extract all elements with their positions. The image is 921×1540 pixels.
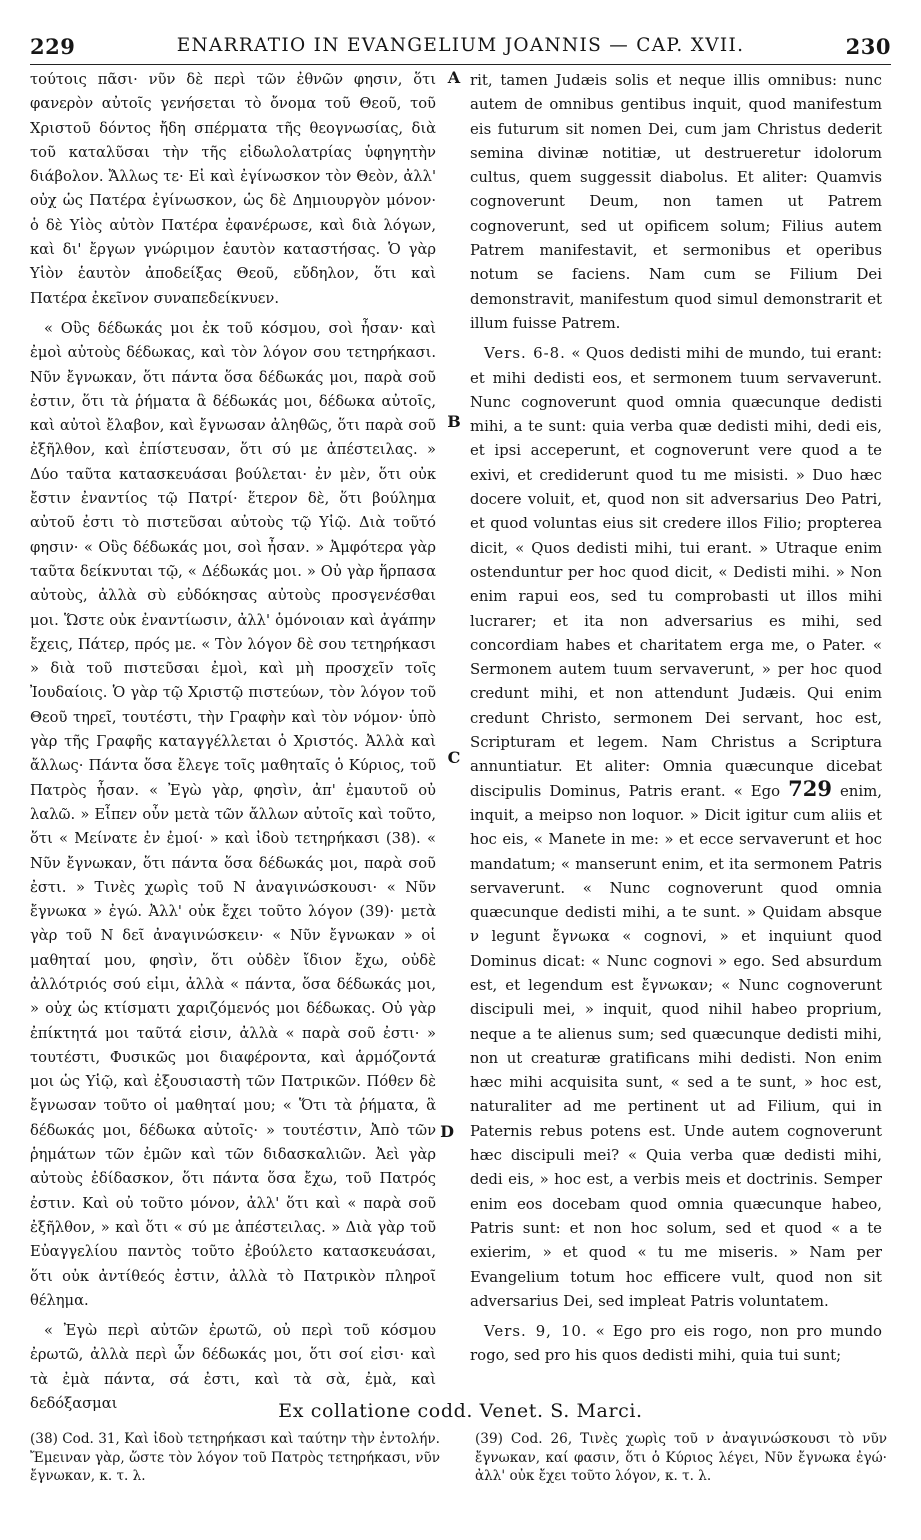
latin-text: « Quos dedisti mihi de mundo, tui erant: et mihi dedisti eos, et sermonem tuum servaverunt. Nunc cognoverunt quod omnia quæcunque dedisti mihi, a te sunt: quia verba quæ dedisti mihi, dedi eis, et ipsi acceperunt, et cognoverunt vere quod a te exivi, et crediderunt quod tu me misisti. » Duo hæc docere voluit, et, quod non sit adversarius Deo Patri, et quod voluntas eius sit credere illos Filio; propterea dicit, « Quos dedisti mihi, tui erant. » Utraque enim ostenduntur per hoc quod dicit, « Dedisti mihi. » Non enim rapui eos, sed tu comprobasti ut illos mihi lucrarer; et ita non adversarius es mihi, sed concordiam habes et charitatem erga me, o Pater. « Sermonem autem tuum servaverunt, » per hoc quod credunt mihi, et non attendunt Judæis. Qui enim credunt Christo, sermonem Dei servant, hoc est, Scripturam et legem. Nam Christus a Scriptura annuntiatur. Et aliter: Omnia quæcunque dicebat discipulis Dominus, Patris erant. « Ego (470, 344, 882, 800)
greek-paragraph: « Οὓς δέδωκάς μοι ἐκ τοῦ κόσμου, σοὶ ἦσαν· καὶ ἐμοὶ αὐτοὺς δέδωκας, καὶ τὸν λόγον σου τετηρήκασι. Νῦν ἔγνωκαν, ὅτι πάντα ὅσα δέδωκάς μοι, παρὰ σοῦ ἐστιν, ὅτι τὰ ῥήματα ἃ δέδωκάς μοι, δέδωκα αὐτοῖς, καὶ αὐτοὶ ἔλαβον, καὶ ἔγνωσαν ἀληθῶς, ὅτι παρὰ σοῦ ἐξῆλθον, καὶ ἐπίστευσαν, ὅτι σύ με ἀπέστειλας. » Δύο ταῦτα κατασκευάσαι βούλεται· ἐν μὲν, ὅτι οὐκ ἔστιν ἐναντίος τῷ Πατρί· ἕτερον δὲ, ὅτι βούλημα αὐτοῦ ἐστι τὸ πιστεῦσαι αὐτοὺς τῷ Υἱῷ. Διὰ τοῦτό φησιν· « Οὓς δέδωκάς μοι, σοὶ ἦσαν. » Ἀμφότερα γὰρ ταῦτα δείκνυται τῷ, « Δέδωκάς μοι. » Οὐ γὰρ ἥρπασα αὐτοὺς, ἀλλὰ σὺ εὐδόκησας αὐτοὺς προσγενέσθαι μοι. Ὥστε οὐκ ἐναντίωσιν, ἀλλ' ὁμόνοιαν καὶ ἀγάπην ἔχεις, Πάτερ, πρός με. « Τὸν λόγον δὲ σου τετηρήκασι » διὰ τοῦ πιστεῦσαι ἐμοὶ, καὶ μὴ προσχεῖν τοῖς Ἰουδαίοις. Ὁ γὰρ τῷ Χριστῷ πιστεύων, τὸν λόγον τοῦ Θεοῦ τηρεῖ, τουτέστι, τὴν Γραφὴν καὶ τὸν νόμον· ὑπὸ γὰρ τῆς Γραφῆς καταγγέλλεται ὁ Χριστός. Ἀλλὰ καὶ ἄλλως· Πάντα ὅσα ἔλεγε τοῖς μαθηταῖς ὁ Κύριος, τοῦ Πατρὸς ἦσαν. « Ἐγὼ γὰρ, φησὶν, ἀπ' ἐμαυτοῦ οὐ λαλῶ. » Εἶπεν οὖν μετὰ τῶν ἄλλων αὐτοῖς καὶ τοῦτο, ὅτι « Μείνατε ἐν ἐμοί· » καὶ ἰδοὺ τετηρήκασι (38). « Νῦν ἔγνωκαν, ὅτι πάντα ὅσα δέδωκάς μοι, παρὰ σοῦ ἐστι. » Τινὲς χωρὶς τοῦ Ν ἀναγινώσκουσι· « Νῦν ἔγνωκα » ἐγώ. Ἀλλ' οὐκ ἔχει τοῦτο λόγον (39)· μετὰ γὰρ τοῦ Ν δεῖ ἀναγινώσκειν· « Νῦν ἔγνωκαν » οἱ μαθηταί μου, φησὶν, ὅτι οὐδὲν ἴδιον ἔχω, οὐδὲ ἀλλότριός σού εἰμι, ἀλλὰ « πάντα, ὅσα δέδωκάς μοι, » οὐχ ὡς κτίσματι χαριζόμενός μοι δέδωκας. Οὐ γὰρ ἐπίκτητά μοι ταῦτά εἰσιν, ἀλλὰ « παρὰ σοῦ ἐστι· » τουτέστι, Φυσικῶς μοι διαφέροντα, καὶ ἁρμόζοντά μοι ὡς Υἱῷ, καὶ ἐξουσιαστὴ τῶν Πατρικῶν. Πόθεν δὲ ἔγνωσαν τοῦτο οἱ μαθηταί μου; « Ὅτι τὰ ῥήματα, ἃ δέδωκάς μοι, δέδωκα αὐτοῖς· » τουτέστιν, Ἀπὸ τῶν ῥημάτων τῶν ἐμῶν καὶ τῶν διδασκαλιῶν. Ἀεὶ γὰρ αὐτοὺς ἐδίδασκον, ὅτι πάντα ὅσα ἔχω, τοῦ Πατρός ἐστιν. Καὶ οὐ τοῦτο μόνον, ἀλλ' ὅτι καὶ « παρὰ σοῦ ἐξῆλθον, » καὶ ὅτι « σύ με ἀπέστειλας. » Διὰ γὰρ τοῦ Εὐαγγελίου παντὸς τοῦτο ἐβούλετο κατασκευάσαι, ὅτι οὐκ ἀντίθεός ἐστιν, ἀλλὰ τὸ Πατρικὸν πληροῖ θέλημα. (30, 319, 436, 1309)
margin-letter: B (447, 412, 461, 431)
greek-column (30, 68, 436, 1413)
margin-letter: D (440, 1122, 454, 1141)
collation-title: Ex collatione codd. Venet. S. Marci. (278, 1400, 643, 1422)
latin-paragraph (470, 1319, 882, 1368)
margin-letter: A (447, 68, 461, 87)
column-number: 729 (788, 775, 832, 801)
footnote: (38) Cod. 31, Καὶ ἰδοὺ τετηρήκασι καὶ ταύτην τὴν ἐντολήν. Ἔμειναν γὰρ, ὥστε τὸν λόγον τοῦ Πατρὸς τετηρήκασι, νῦν ἔγνωκαν, κ. τ. λ. (30, 1431, 440, 1484)
latin-text: enim, inquit, a meipso non loquor. » Dicit igitur cum aliis et hoc eis, « Manete in me: » et ecce servaverunt et hoc mandatum; « manserunt enim, et ita sermonem Patris servaverunt. « Nunc cognoverunt quod omnia quæcunque dedisti mihi, a te sunt. » Quidam absque ν legunt ἔγνωκα « cognovi, » et inquiunt quod Dominus dicat: « Nunc cognovi » ego. Sed absurdum est, et legendum est ἔγνωκαν; « Nunc cognoverunt discipuli mei, » inquit, quod nihil habeo proprium, neque a te alienus sum; sed quæcunque dedisti mihi, non ut creaturæ gratificans mihi dedisti. Non enim hæc mihi acquisita sunt, « sed a te sunt, » hoc est, naturaliter ad me pertinent ut ad Filium, qui in Paternis rebus potens est. Unde autem cognoverunt hæc discipuli mei? « Quia verba quæ dedisti mihi, dedi eis, » hoc est, a verbis meis et doctrinis. Semper enim eos docebam quod omnia quæcunque habeo, Patris sunt: et non hoc solum, sed et quod « a te exierim, » et quod « tu me miseris. » Nam per Evangelium totum hoc efficere vult, quod non sit adversarius Dei, sed impleat Patris voluntatem. (470, 781, 883, 1310)
right-page-number: 230 (845, 34, 891, 59)
margin-letter: C (447, 748, 461, 767)
running-header (30, 34, 891, 65)
verse-label: Vers. 6-8. (484, 344, 566, 363)
latin-paragraph (470, 341, 882, 1313)
footnote: (39) Cod. 26, Τινὲς χωρὶς τοῦ ν ἀναγινώσκουσι τὸ νῦν ἔγνωκαν, καί φασιν, ὅτι ὁ Κύριος λέγει, Νῦν ἔγνωκα ἐγώ· ἀλλ' οὐκ ἔχει τοῦτο λόγον, κ. τ. λ. (475, 1431, 887, 1484)
greek-paragraph: τούτοις πᾶσι· νῦν δὲ περὶ τῶν ἐθνῶν φησιν, ὅτι φανερὸν αὐτοῖς γενήσεται τὸ ὄνομα τοῦ Θεοῦ, τοῦ Χριστοῦ δόντος ἤδη σπέρματα τῆς θεογνωσίας, διὰ τοῦ καταλῦσαι τὴν τῆς εἰδωλολατρίας ὑφηγητὴν διάβολον. Ἄλλως τε· Εἰ καὶ ἐγίνωσκον τὸν Θεὸν, ἀλλ' οὐχ ὡς Πατέρα ἐγίνωσκον, ὡς δὲ Δημιουργὸν μόνον· ὁ δὲ Υἱὸς αὐτὸν Πατέρα ἐφανέρωσε, καὶ διὰ λόγων, καὶ δι' ἔργων γνώριμον ἑαυτὸν καταστήσας. Ὁ γὰρ Υἱὸν ἑαυτὸν ἀποδείξας Θεοῦ, εὔδηλον, ὅτι καὶ Πατέρα ἐκεῖνον συναπεδείκνυεν. (30, 71, 436, 307)
running-title: ENARRATIO IN EVANGELIUM JOANNIS — CAP. XVII. (176, 35, 745, 56)
latin-paragraph: rit, tamen Judæis solis et neque illis omnibus: nunc autem de omnibus gentibus inquit, quod manifestum eis futurum sit nomen Dei, cum jam Christus dederit semina divinæ notitiæ, ut destrueretur idolorum cultus, quem suggessit diabolus. Et aliter: Quamvis cognoverunt Deum, non tamen ut Patrem cognoverunt, sed ut opificem solum; Filius autem Patrem manifestavit, et sermonibus et operibus notum se faciens. Nam cum se Filium Dei demonstravit, manifestum quod simul demonstrarit et illum fuisse Patrem. (470, 71, 882, 332)
left-page-number: 229 (30, 34, 76, 59)
latin-text: « Ego pro eis rogo, non pro mundo rogo, sed pro his quos dedisti mihi, quia tui sunt; (470, 1322, 882, 1365)
verse-label: Vers. 9, 10. (484, 1322, 588, 1341)
greek-paragraph: « Ἐγὼ περὶ αὐτῶν ἐρωτῶ, οὐ περὶ τοῦ κόσμου ἐρωτῶ, ἀλλὰ περὶ ὧν δέδωκάς μοι, ὅτι σοί εἰσι· καὶ τὰ ἐμὰ πάντα, σά ἐστι, καὶ τὰ σὰ, ἐμὰ, καὶ δεδόξασμαι (30, 1322, 436, 1413)
latin-column (470, 68, 882, 1393)
